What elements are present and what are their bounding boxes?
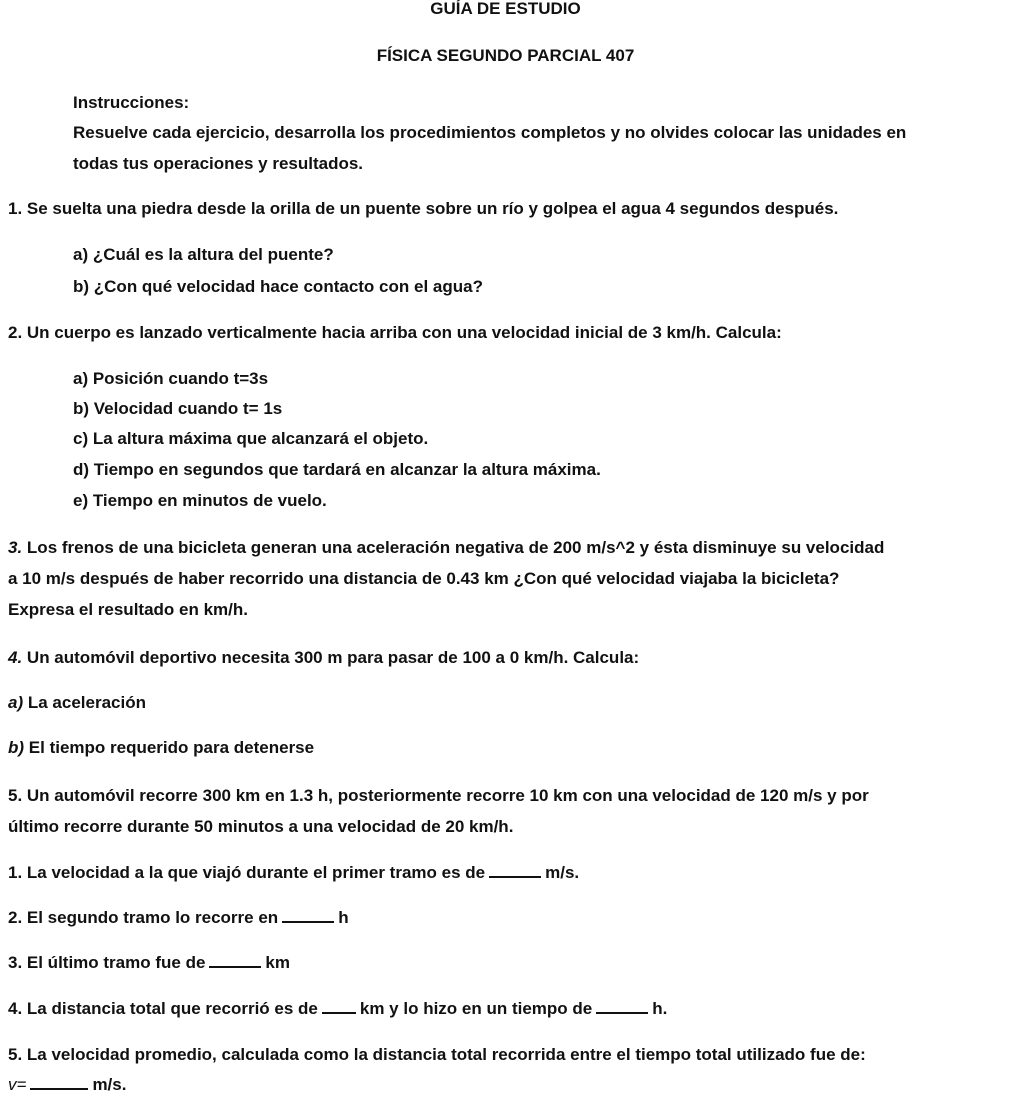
question-4a-text: La aceleración xyxy=(27,693,146,712)
question-3-line-3: Expresa el resultado en km/h. xyxy=(8,600,248,619)
question-2d: d) Tiempo en segundos que tardará en alcanzar la altura máxima. xyxy=(73,460,601,479)
instructions-label: Instrucciones: xyxy=(73,93,190,112)
question-2c: c) La altura máxima que alcanzará el objeto. xyxy=(73,429,429,448)
question-5-sub-2 xyxy=(8,907,349,929)
question-5-line-1: 5. Un automóvil recorre 300 km en 1.3 h, posteriormente recorre 10 km con una velocidad de 120 m/s y por xyxy=(8,786,869,805)
page-subtitle: FÍSICA SEGUNDO PARCIAL 407 xyxy=(376,46,635,65)
question-5-sub-1 xyxy=(8,862,579,884)
question-5-sub-4-text: 4. La distancia total que recorrió es de xyxy=(8,999,318,1018)
question-5-sub-3 xyxy=(8,952,290,974)
question-4-text: Un automóvil deportivo necesita 300 m para pasar de 100 a 0 km/h. Calcula: xyxy=(26,648,640,667)
question-2: 2. Un cuerpo es lanzado verticalmente hacia arriba con una velocidad inicial de 3 km/h. Calcula: xyxy=(8,323,782,342)
question-5-sub-1-text: 1. La velocidad a la que viajó durante el primer tramo es de xyxy=(8,863,486,882)
answer-blank[interactable] xyxy=(322,998,356,1014)
answer-blank[interactable] xyxy=(489,862,541,878)
question-5-sub-4 xyxy=(8,998,667,1020)
question-1: 1. Se suelta una piedra desde la orilla de un puente sobre un río y golpea el agua 4 segundos después. xyxy=(8,199,839,218)
page-title: GUÍA DE ESTUDIO xyxy=(430,0,581,18)
question-2b: b) Velocidad cuando t= 1s xyxy=(73,399,283,418)
answer-blank[interactable] xyxy=(209,952,261,968)
question-2e: e) Tiempo en minutos de vuelo. xyxy=(73,491,327,510)
velocity-symbol: v= xyxy=(8,1075,27,1094)
question-4b-text: El tiempo requerido para detenerse xyxy=(28,738,315,757)
question-5-sub-2-text: 2. El segundo tramo lo recorre en xyxy=(8,908,279,927)
question-5-sub-5: 5. La velocidad promedio, calculada como la distancia total recorrida entre el tiempo total utilizado fue de: xyxy=(8,1045,866,1064)
answer-blank[interactable] xyxy=(596,998,648,1014)
question-5-sub-4-unit: h. xyxy=(652,999,668,1018)
question-5-sub-2-unit: h xyxy=(338,908,349,927)
question-2a: a) Posición cuando t=3s xyxy=(73,369,269,388)
question-5-line-2: último recorre durante 50 minutos a una velocidad de 20 km/h. xyxy=(8,817,514,836)
question-4a-letter: a) xyxy=(8,693,24,712)
question-5-sub-3-unit: km xyxy=(265,953,290,972)
question-3-text: Los frenos de una bicicleta generan una aceleración negativa de 200 m/s^2 y ésta disminuye su velocidad xyxy=(26,538,885,557)
question-4b xyxy=(8,737,314,759)
instructions-line-2: todas tus operaciones y resultados. xyxy=(73,154,364,173)
question-5-sub-5-unit: m/s. xyxy=(92,1075,127,1094)
answer-blank[interactable] xyxy=(30,1074,88,1090)
question-3-number: 3. xyxy=(8,538,23,557)
question-4-number: 4. xyxy=(8,648,23,667)
question-4b-letter: b) xyxy=(8,738,25,757)
question-3-line-1 xyxy=(8,537,884,559)
question-5-sub-5-answer xyxy=(8,1074,126,1096)
question-4a xyxy=(8,692,146,714)
question-4 xyxy=(8,647,639,669)
answer-blank[interactable] xyxy=(282,907,334,923)
question-1b: b) ¿Con qué velocidad hace contacto con el agua? xyxy=(73,277,483,296)
question-5-sub-1-unit: m/s. xyxy=(545,863,580,882)
question-5-sub-3-text: 3. El último tramo fue de xyxy=(8,953,206,972)
instructions-line-1: Resuelve cada ejercicio, desarrolla los procedimientos completos y no olvides colocar las unidades en xyxy=(73,123,907,142)
question-1a: a) ¿Cuál es la altura del puente? xyxy=(73,245,334,264)
question-3-line-2: a 10 m/s después de haber recorrido una distancia de 0.43 km ¿Con qué velocidad viajaba la bicicleta? xyxy=(8,569,840,588)
question-5-sub-4-mid: km y lo hizo en un tiempo de xyxy=(359,999,593,1018)
